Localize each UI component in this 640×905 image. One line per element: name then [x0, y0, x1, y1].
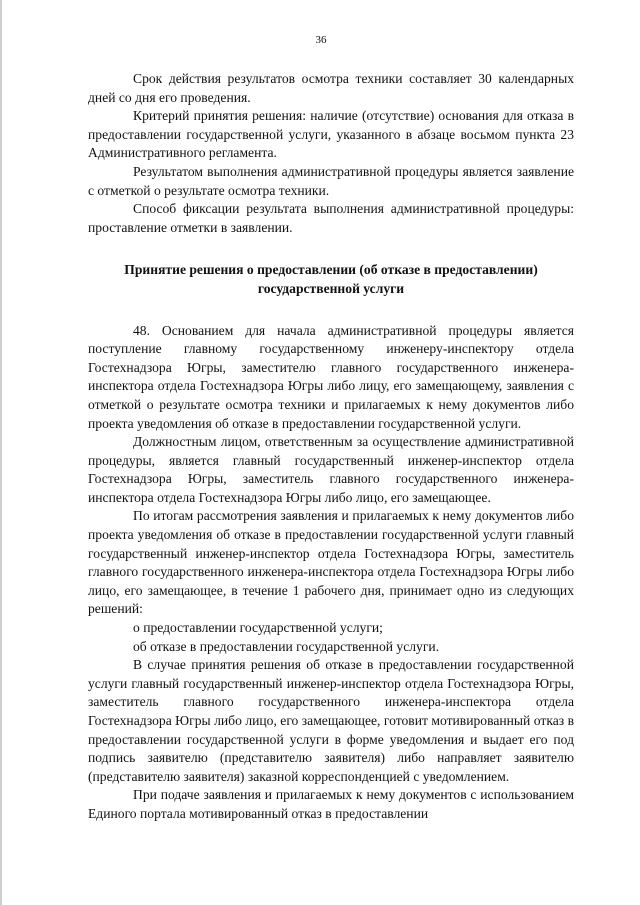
section-heading: Принятие решения о предоставлении (об отказе в предоставлении) государственной услуги: [124, 262, 538, 296]
page-number: 36: [315, 34, 327, 46]
paragraph: Должностным лицом, ответственным за осуществление административной процедуры, является главный государственный инженер-инспектор отдела Гостехнадзора Югры, заместитель главного государственного инженера-инспектора отдела Гостехнадзора Югры либо лицо, его замещающее.: [88, 434, 574, 505]
list-item: об отказе в предоставлении государственной услуги.: [133, 638, 440, 654]
paragraph: 48. Основанием для начала административной процедуры является поступление главному государственному инженеру-инспектору отдела Гостехнадзора Югры, заместителю главного государственного инженера-инспектора отдела Гостехнадзора Югры либо лицу, его замещающему, заявления с отметкой о результате осмотра техники и прилагаемых к нему документов либо проекта уведомления об отказе в предоставлении государственной услуги.: [88, 322, 574, 431]
paragraph: При подаче заявления и прилагаемых к нему документов с использованием Единого портала мотивированный отказ в предоставлении: [88, 787, 574, 821]
paragraph: Критерий принятия решения: наличие (отсутствие) основания для отказа в предоставлении государственной услуги, указанного в абзаце восьмом пункта 23 Административного регламента.: [88, 108, 574, 161]
paragraph: Срок действия результатов осмотра техники составляет 30 календарных дней со дня его проведения.: [88, 71, 574, 105]
paragraph: В случае принятия решения об отказе в предоставлении государственной услуги главный государственный инженер-инспектор отдела Гостехнадзора Югры, заместитель главного государственного инженера-инспектора отдела Гостехнадзора Югры либо лицо, его замещающее, готовит мотивированный отказ в предоставлении государственной услуги в форме уведомления и выдает его под подпись заявителю (представителю заявителя) либо направляет заявителю (представителю заявителя) заказной корреспонденцией с уведомлением.: [88, 657, 574, 784]
paragraph: Способ фиксации результата выполнения административной процедуры: проставление отметки в заявлении.: [88, 201, 574, 235]
document-body: [88, 70, 574, 824]
list-item: о предоставлении государственной услуги;: [133, 620, 383, 636]
paragraph: По итогам рассмотрения заявления и прилагаемых к нему документов либо проекта уведомления об отказе в предоставлении государственной услуги главный государственный инженер-инспектор отдела Гостехнадзора Югры, заместитель главного государственного инженера-инспектора отдела Гостехнадзора Югры либо лицо, его замещающее, в течение 1 рабочего дня, принимает одно из следующих решений:: [88, 508, 574, 617]
paragraph: Результатом выполнения административной процедуры является заявление с отметкой о результате осмотра техники.: [88, 163, 574, 198]
